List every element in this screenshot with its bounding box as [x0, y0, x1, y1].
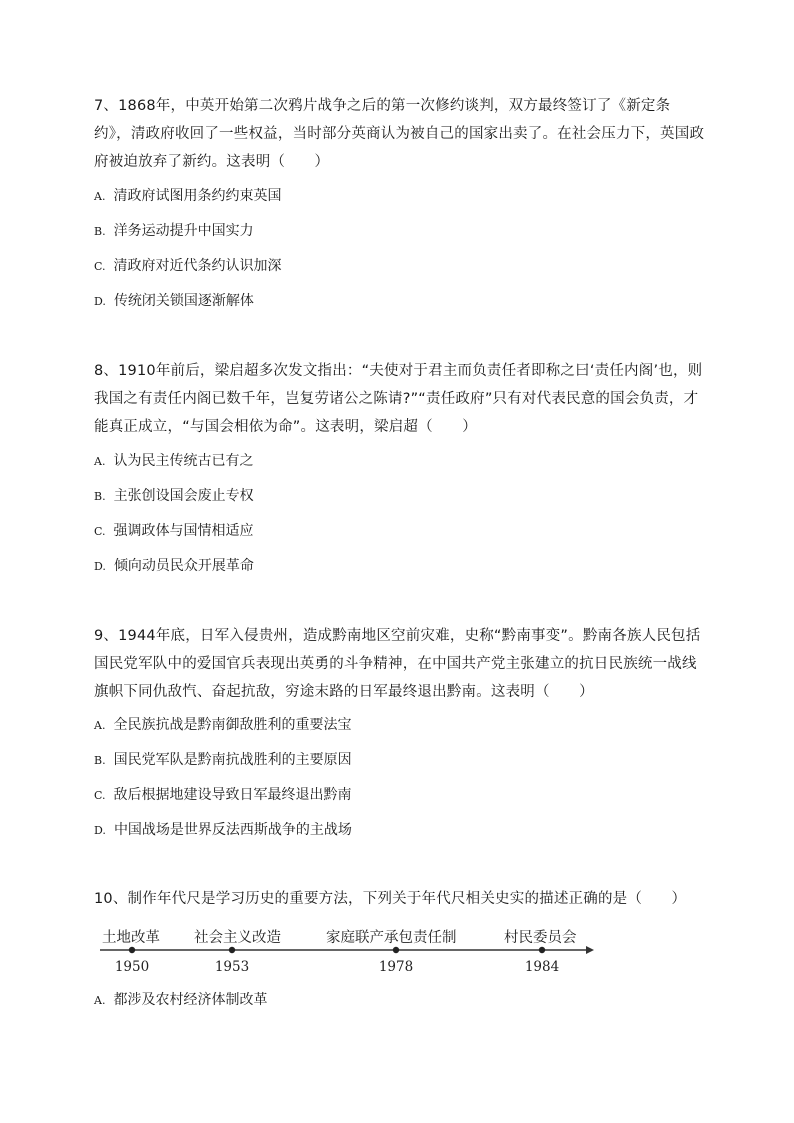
- option-text: 中国战场是世界反法西斯战争的主战场: [113, 822, 352, 838]
- question-8-option-a[interactable]: [94, 451, 706, 472]
- option-text: 传统闭关锁国逐渐解体: [113, 293, 254, 309]
- option-text: 认为民主传统古已有之: [113, 453, 254, 469]
- question-7-option-d[interactable]: [94, 291, 706, 312]
- question-8-option-d[interactable]: [94, 556, 706, 577]
- timeline-event-label: 社会主义改造: [194, 930, 281, 946]
- timeline-year-label: 1978: [378, 959, 414, 975]
- option-text: 洋务运动提升中国实力: [113, 223, 254, 239]
- option-text: 主张创设国会废止专权: [113, 488, 254, 504]
- question-7-option-c[interactable]: [94, 256, 706, 277]
- option-letter: A.: [94, 455, 106, 468]
- option-text: 都涉及农村经济体制改革: [113, 992, 268, 1008]
- timeline-year-label: 1953: [214, 959, 250, 975]
- question-9-option-a[interactable]: [94, 715, 706, 736]
- option-letter: A.: [94, 719, 106, 732]
- question-9-option-d[interactable]: [94, 820, 706, 841]
- option-letter: D.: [94, 295, 106, 308]
- question-7-stem: 7、1868年，中英开始第二次鸦片战争之后的第一次修约谈判，双方最终签订了《新定条约》，清政府收回了一些权益，当时部分英商认为被自己的国家出卖了。在社会压力下，英国政府被迫放弃了新约。这表明（ ）: [94, 98, 705, 170]
- timeline-event-label: 土地改革: [102, 930, 160, 946]
- question-7-option-b[interactable]: [94, 221, 706, 242]
- timeline-event-label: 村民委员会: [504, 930, 577, 946]
- option-letter: B.: [94, 225, 106, 238]
- option-letter: A.: [94, 994, 106, 1007]
- option-letter: B.: [94, 490, 106, 503]
- question-8-option-b[interactable]: [94, 486, 706, 507]
- timeline-svg: [96, 924, 596, 980]
- timeline-year-label: 1984: [524, 959, 560, 975]
- question-9-option-c[interactable]: [94, 785, 706, 806]
- timeline-point: [229, 947, 235, 953]
- option-letter: A.: [94, 190, 106, 203]
- timeline-figure: [96, 924, 596, 980]
- timeline-event-label: 家庭联产承包责任制: [326, 930, 457, 946]
- option-text: 国民党军队是黔南抗战胜利的主要原因: [113, 752, 352, 768]
- timeline-arrow-icon: [586, 946, 594, 954]
- timeline-point: [129, 947, 135, 953]
- option-letter: D.: [94, 824, 106, 837]
- question-8-stem: 8、1910年前后，梁启超多次发文指出：“夫使对于君主而负责任者即称之曰‘责任内阁’也，则我国之有责任内阁已数千年，岂复劳诸公之陈请?”“责任政府”只有对代表民意的国会负责，才能真正成立，“与国会相依为命”。这表明，梁启超（ ）: [94, 363, 703, 435]
- option-text: 全民族抗战是黔南御敌胜利的重要法宝: [113, 717, 352, 733]
- timeline-year-label: 1950: [114, 959, 150, 975]
- question-8-option-c[interactable]: [94, 521, 706, 542]
- option-text: 敌后根据地建设导致日军最终退出黔南: [113, 787, 352, 803]
- option-text: 清政府对近代条约认识加深: [113, 258, 282, 274]
- question-10-stem: 10、制作年代尺是学习历史的重要方法，下列关于年代尺相关史实的描述正确的是（ ）: [94, 891, 687, 907]
- question-9-option-b[interactable]: [94, 750, 706, 771]
- question-9-stem: 9、1944年底，日军入侵贵州，造成黔南地区空前灾难，史称“黔南事变”。黔南各族人民包括国民党军队中的爱国官兵表现出英勇的斗争精神，在中国共产党主张建立的抗日民族统一战线旗帜下同仇敌忾、奋起抗敌，穷途末路的日军最终退出黔南。这表明（ ）: [94, 628, 701, 700]
- option-text: 倾向动员民众开展革命: [113, 558, 254, 574]
- question-10-option-a[interactable]: [94, 990, 706, 1011]
- option-letter: D.: [94, 560, 106, 573]
- option-letter: B.: [94, 754, 106, 767]
- option-letter: C.: [94, 525, 106, 538]
- option-text: 清政府试图用条约约束英国: [113, 188, 282, 204]
- option-letter: C.: [94, 260, 106, 273]
- option-text: 强调政体与国情相适应: [113, 523, 254, 539]
- option-letter: C.: [94, 789, 106, 802]
- timeline-point: [539, 947, 545, 953]
- question-7-option-a[interactable]: [94, 186, 706, 207]
- timeline-point: [393, 947, 399, 953]
